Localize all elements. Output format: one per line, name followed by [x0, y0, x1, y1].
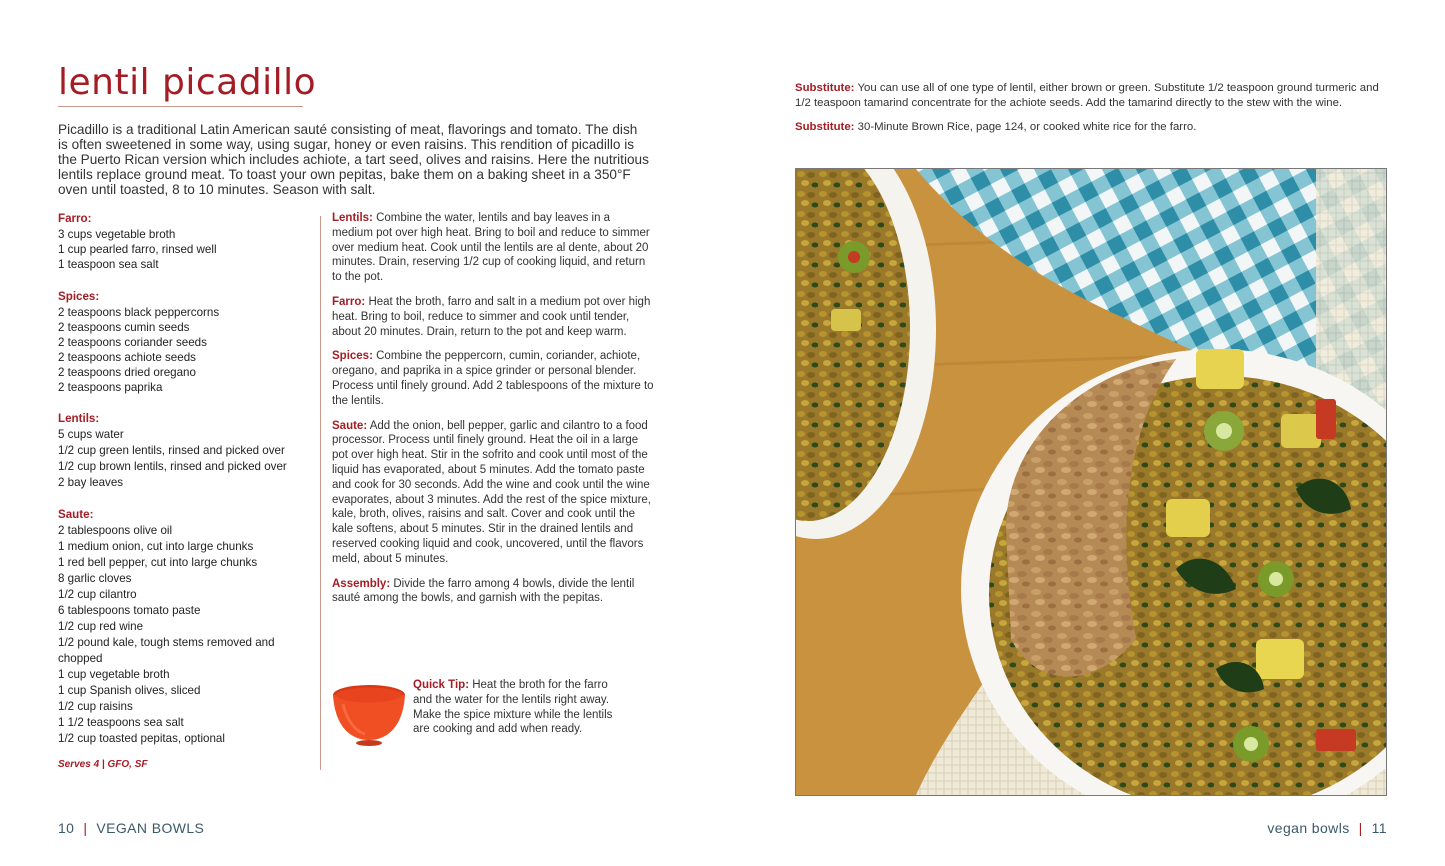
ingredient-item: 2 teaspoons cumin seeds [58, 321, 190, 334]
ingredient-group-heading: Saute: [58, 508, 94, 521]
ingredient-item: 8 garlic cloves [58, 572, 132, 585]
footer-separator: | [1358, 820, 1363, 836]
direction-step [332, 577, 654, 607]
recipe-intro: Picadillo is a traditional Latin American sauté consisting of meat, flavorings and tomato. The dish is often sweetened in some way, using sugar, honey or even raisins. This rendition of picadillo is the Puerto Rican version which includes achiote, a tart seed, olives and raisins. Here the nutritious lentils replace ground meat. To toast your own pepitas, bake them on a baking sheet in a 350°F oven until toasted, 8 to 10 minutes. Season with salt. [58, 122, 649, 197]
ingredient-item: 1/2 cup brown lentils, rinsed and picked over [58, 460, 287, 473]
quick-tip [413, 678, 618, 737]
direction-text: Combine the water, lentils and bay leaves in a medium pot over high heat. Bring to boil and reduce to simmer over medium heat. Cook until the lentils are al dente, about 20 minutes. Drain, reserving 1/2 cup of cooking liquid, and return to the pot. [332, 212, 650, 284]
ingredient-item: 3 cups vegetable broth [58, 228, 176, 241]
ingredient-item: 1 cup pearled farro, rinsed well [58, 243, 217, 256]
direction-heading: Saute: [332, 419, 368, 432]
recipe-title: lentil picadillo [58, 62, 317, 103]
ingredient-item: 2 teaspoons coriander seeds [58, 336, 207, 349]
direction-step [332, 349, 654, 408]
ingredient-item: 1 cup Spanish olives, sliced [58, 684, 201, 697]
column-divider [320, 216, 321, 770]
ingredient-group-heading: Farro: [58, 212, 92, 225]
direction-heading: Lentils: [332, 212, 373, 224]
direction-step [332, 295, 654, 339]
ingredient-item: 1 cup vegetable broth [58, 668, 170, 681]
book-title-right: vegan bowls [1267, 820, 1350, 836]
ingredient-item: 1/2 cup green lentils, rinsed and picked over [58, 444, 285, 457]
ingredient-item: 5 cups water [58, 428, 124, 441]
ingredient-group-saute [58, 507, 306, 747]
quick-tip-text: Heat the broth for the farro and the water for the lentils right away. Make the spice mixture while the lentils are cooking and add when ready. [413, 679, 613, 736]
left-page-footer [58, 820, 204, 836]
ingredient-item: 2 teaspoons achiote seeds [58, 351, 196, 364]
ingredient-item: 1 1/2 teaspoons sea salt [58, 716, 184, 729]
serves-info: Serves 4 | GFO, SF [58, 759, 148, 770]
ingredient-item: 1 medium onion, cut into large chunks [58, 540, 254, 553]
recipe-photo [795, 168, 1387, 796]
ingredient-item: 2 teaspoons dried oregano [58, 366, 196, 379]
title-underline [58, 106, 303, 107]
footer-separator: | [83, 820, 88, 836]
direction-heading: Assembly: [332, 577, 391, 590]
direction-text: Divide the farro among 4 bowls, divide the lentil sauté among the bowls, and garnish with the pepitas. [332, 577, 635, 605]
ingredient-item: 1/2 cup toasted pepitas, optional [58, 732, 225, 745]
ingredient-item: 2 tablespoons olive oil [58, 524, 173, 537]
ingredient-group-lentils [58, 411, 306, 491]
quick-tip-heading: Quick Tip: [413, 679, 470, 691]
ingredients-list [58, 211, 306, 763]
ingredient-group-farro [58, 211, 306, 272]
ingredient-group-heading: Spices: [58, 290, 100, 303]
direction-text: Heat the broth, farro and salt in a medium pot over high heat. Bring to boil, reduce to simmer and cook until tender, about 20 minutes. Drain, return to the pot and keep warm. [332, 295, 651, 338]
ingredient-item: 2 teaspoons black peppercorns [58, 306, 220, 319]
ingredient-item: 1 red bell pepper, cut into large chunks [58, 556, 258, 569]
orange-bowl-icon [331, 682, 407, 748]
substitute-heading: Substitute: [795, 82, 855, 94]
substitute-text: You can use all of one type of lentil, either brown or green. Substitute 1/2 teaspoon ground turmeric and 1/2 teaspoon tamarind concentrate for the achiote seeds. Add the tamarind directly to the stew with the wine. [795, 82, 1379, 109]
ingredient-item: 2 teaspoons paprika [58, 381, 163, 394]
right-page-footer [1267, 820, 1387, 836]
book-title-left: VEGAN BOWLS [96, 820, 205, 836]
substitute-text: 30-Minute Brown Rice, page 124, or cooked white rice for the farro. [857, 120, 1197, 133]
ingredient-item: 2 bay leaves [58, 476, 124, 489]
direction-heading: Farro: [332, 295, 366, 308]
direction-heading: Spices: [332, 350, 373, 363]
page-number-right: 11 [1371, 820, 1387, 836]
ingredient-item: 1/2 pound kale, tough stems removed and chopped [58, 636, 275, 665]
direction-text: Add the onion, bell pepper, garlic and cilantro to a food processor. Process until finely ground. Heat the oil in a large pot over high heat. Stir in the sofrito and cook until most of the liquid has evaporated, about 5 minutes. Add the tomato paste and cook for 30 seconds. Add the wine and cook until the wine evaporates, about 3 minutes. Add the rest of the spice mixture, kale, broth, olives, raisins and salt. Cover and cook until the kale softens, about 5 minutes. Stir in the drained lentils and reserved cooking liquid and cook, uncovered, until the flavors meld, about 5 minutes. [332, 419, 651, 565]
substitute-heading: Substitute: [795, 120, 855, 133]
directions [332, 211, 654, 616]
direction-text: Combine the peppercorn, cumin, coriander, achiote, oregano, and paprika in a spice grinder or personal blender. Process until finely ground. Add 2 tablespoons of the mixture to the lentils. [332, 350, 654, 407]
direction-step [332, 419, 654, 567]
ingredient-item: 1/2 cup raisins [58, 700, 133, 713]
direction-step [332, 211, 654, 285]
ingredient-item: 1/2 cup red wine [58, 620, 144, 633]
ingredient-item: 1 teaspoon sea salt [58, 258, 159, 271]
ingredient-item: 6 tablespoons tomato paste [58, 604, 201, 617]
ingredient-item: 1/2 cup cilantro [58, 588, 137, 601]
substitute-note [795, 81, 1390, 111]
ingredient-group-spices [58, 289, 306, 395]
substitutes [795, 81, 1390, 143]
substitute-note [795, 120, 1390, 135]
page-number-left: 10 [58, 820, 75, 836]
ingredient-group-heading: Lentils: [58, 412, 100, 425]
